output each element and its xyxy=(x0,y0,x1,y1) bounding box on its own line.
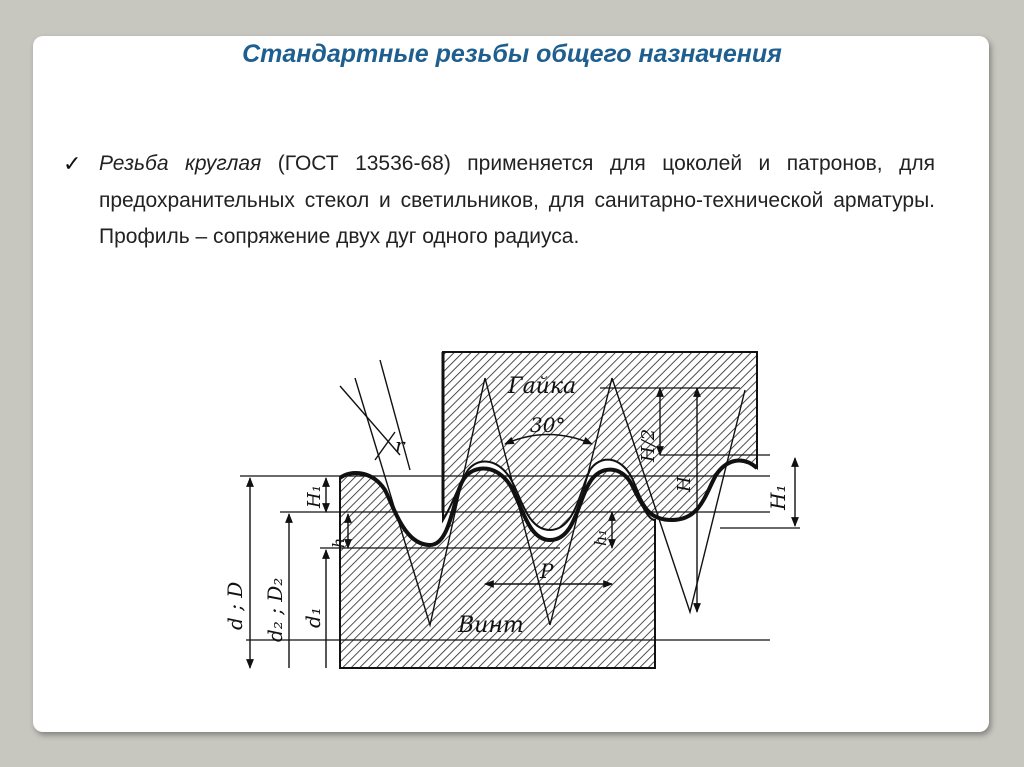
label-radius: r xyxy=(395,433,405,457)
label-h1-right: h₁ xyxy=(591,529,610,546)
label-d-D: d ; D xyxy=(223,581,247,630)
checkmark-icon: ✓ xyxy=(63,152,82,177)
slide-title: Стандартные резьбы общего назначения xyxy=(242,40,782,68)
label-H-half: H/2 xyxy=(638,428,659,462)
label-H1-right: H₁ xyxy=(766,484,790,510)
label-H1-left: H₁ xyxy=(304,485,325,508)
bullet-term: Резьба круглая xyxy=(99,152,262,175)
label-d2-D2: d₂ ; D₂ xyxy=(263,577,287,642)
label-nut: Гайка xyxy=(508,374,577,399)
label-screw: Винт xyxy=(458,613,524,638)
bullet-text: (ГОСТ 13536-68) применяется для цоколей и патронов, для предохранительных стекол и светильников, для санитарно-технической арматуры. Профиль – сопряжение двух дуг одного радиуса. xyxy=(99,152,935,248)
label-H: H xyxy=(674,476,695,492)
label-d1: d₁ xyxy=(301,607,325,628)
label-h1-small: h xyxy=(329,537,348,548)
label-pitch: P xyxy=(540,559,554,583)
label-angle: 30° xyxy=(530,413,566,437)
